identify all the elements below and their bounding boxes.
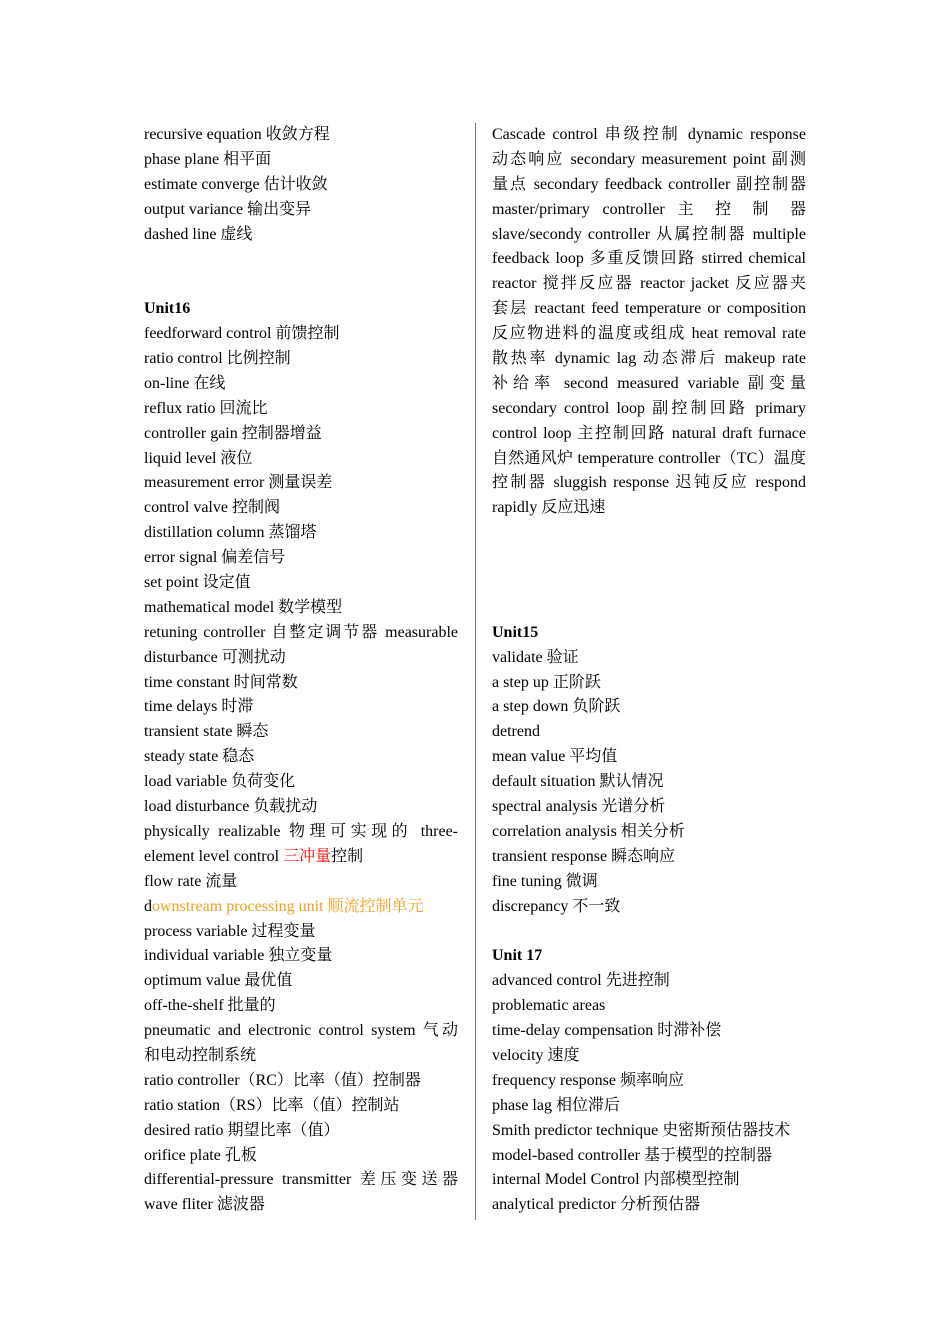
term-line: physically realizable 物理可实现的 three- <box>144 822 458 840</box>
term-line: validate 验证 <box>492 648 579 666</box>
term-line: orifice plate 孔板 <box>144 1146 257 1164</box>
term-line: ratio control 比例控制 <box>144 350 291 368</box>
term-line: correlation analysis 相关分析 <box>492 822 685 840</box>
term-line: flow rate 流量 <box>144 872 238 890</box>
term-line: control valve 控制阀 <box>144 499 280 517</box>
paragraph-line: 补给率 second measured variable 副变量 <box>492 374 806 392</box>
term-line: output variance 输出变异 <box>144 200 312 218</box>
element-level-highlight: 冲量 <box>299 847 332 865</box>
term-line: mathematical model 数学模型 <box>144 598 343 616</box>
term-line: optimum value 最优值 <box>144 972 293 990</box>
column-divider <box>475 123 476 1220</box>
term-line: advanced control 先进控制 <box>492 972 670 990</box>
term-line: a step up 正阶跃 <box>492 673 601 691</box>
term-line: Smith predictor technique 史密斯预估器技术 <box>492 1121 791 1139</box>
term-line: fine tuning 微调 <box>492 872 598 890</box>
term-line: controller gain 控制器增益 <box>144 424 322 442</box>
term-line: 和电动控制系统 <box>144 1046 257 1064</box>
term-line: on-line 在线 <box>144 374 226 392</box>
term-line: feedforward control 前馈控制 <box>144 325 340 343</box>
unit15-heading: Unit15 <box>492 623 539 641</box>
term-line: retuning controller 自整定调节器 measurable <box>144 623 458 641</box>
term-line: load variable 负荷变化 <box>144 773 296 791</box>
term-line: ratio controller（RC）比率（值）控制器 <box>144 1071 421 1089</box>
term-line: reflux ratio 回流比 <box>144 399 268 417</box>
term-line: frequency response 频率响应 <box>492 1071 684 1089</box>
term-line: estimate converge 估计收敛 <box>144 175 328 193</box>
term-line: dashed line 虚线 <box>144 225 253 243</box>
left-column <box>144 123 458 1218</box>
term-line-downstream <box>144 895 458 920</box>
term-line: recursive equation 收敛方程 <box>144 126 330 143</box>
downstream-highlight: ownstream processing unit 顺流控制单元 <box>152 897 424 915</box>
term-line: time-delay compensation 时滞补偿 <box>492 1022 722 1040</box>
paragraph-line: feedback loop 多重反馈回路 stirred chemical <box>492 250 806 268</box>
paragraph-line: master/primary controller 主 控 制 器 <box>492 200 806 218</box>
term-line: time delays 时滞 <box>144 698 254 716</box>
term-line: steady state 稳态 <box>144 748 255 766</box>
paragraph-line: 自然通风炉 temperature controller（TC）温度 <box>492 449 806 467</box>
element-level-char: 三 <box>283 847 300 865</box>
term-line: detrend <box>492 723 540 741</box>
term-line: analytical predictor 分析预估器 <box>492 1196 700 1214</box>
term-line: mean value 平均值 <box>492 748 618 766</box>
element-level-prefix: element level control <box>144 847 284 865</box>
downstream-first: d <box>144 897 152 915</box>
term-line: transient response 瞬态响应 <box>492 847 676 865</box>
term-line: phase lag 相位滞后 <box>492 1096 620 1114</box>
term-line: a step down 负阶跃 <box>492 698 621 716</box>
term-line: default situation 默认情况 <box>492 773 664 791</box>
term-line: problematic areas <box>492 997 606 1015</box>
term-line: ratio station（RS）比率（值）控制站 <box>144 1096 400 1114</box>
right-column <box>492 123 806 1218</box>
term-line: transient state 瞬态 <box>144 723 269 741</box>
term-line: time constant 时间常数 <box>144 673 298 691</box>
paragraph-line: 散热率 dynamic lag 动态滞后 makeup rate <box>492 350 806 368</box>
unit16-heading: Unit16 <box>144 300 191 318</box>
term-line: velocity 速度 <box>492 1046 580 1064</box>
paragraph-line: rapidly 反应迅速 <box>492 499 606 517</box>
term-line: liquid level 液位 <box>144 449 253 467</box>
term-line: measurement error 测量误差 <box>144 474 333 492</box>
term-line: model-based controller 基于模型的控制器 <box>492 1146 772 1164</box>
term-line: wave fliter 滤波器 <box>144 1196 265 1214</box>
term-line: pneumatic and electronic control system 气动 <box>144 1022 458 1040</box>
paragraph-line: 反应物进料的温度或组成 heat removal rate <box>492 325 806 343</box>
term-line: desired ratio 期望比率（值） <box>144 1121 340 1139</box>
term-line: error signal 偏差信号 <box>144 549 286 567</box>
term-line-element-level <box>144 845 458 870</box>
term-line: internal Model Control 内部模型控制 <box>492 1171 740 1189</box>
paragraph-line: reactor 搅拌反应器 reactor jacket 反应器夹 <box>492 275 806 293</box>
paragraph-line: 套层 reactant feed temperature or composition <box>492 300 806 318</box>
term-line: individual variable 独立变量 <box>144 947 333 965</box>
paragraph-line: 控制器 sluggish response 迟钝反应 respond <box>492 474 806 492</box>
term-line: load disturbance 负载扰动 <box>144 798 318 816</box>
term-line: off-the-shelf 批量的 <box>144 997 276 1015</box>
paragraph-line: Cascade control 串级控制 dynamic response <box>492 126 806 143</box>
term-line: process variable 过程变量 <box>144 922 316 940</box>
paragraph-line: slave/secondy controller 从属控制器 multiple <box>492 225 806 243</box>
term-line: phase plane 相平面 <box>144 150 272 168</box>
term-line: set point 设定值 <box>144 574 251 592</box>
element-level-suffix: 控制 <box>331 847 364 865</box>
term-line: differential-pressure transmitter 差压变送器 <box>144 1171 458 1189</box>
paragraph-line: 量点 secondary feedback controller 副控制器 <box>492 175 806 193</box>
unit17-heading: Unit 17 <box>492 947 543 965</box>
paragraph-line: secondary control loop 副控制回路 primary <box>492 399 806 417</box>
paragraph-line: control loop 主控制回路 natural draft furnace <box>492 424 806 442</box>
term-line: spectral analysis 光谱分析 <box>492 798 666 816</box>
term-line: discrepancy 不一致 <box>492 897 621 915</box>
paragraph-line: 动态响应 secondary measurement point 副测 <box>492 150 806 168</box>
term-line: distillation column 蒸馏塔 <box>144 524 317 542</box>
term-line: disturbance 可测扰动 <box>144 648 286 666</box>
